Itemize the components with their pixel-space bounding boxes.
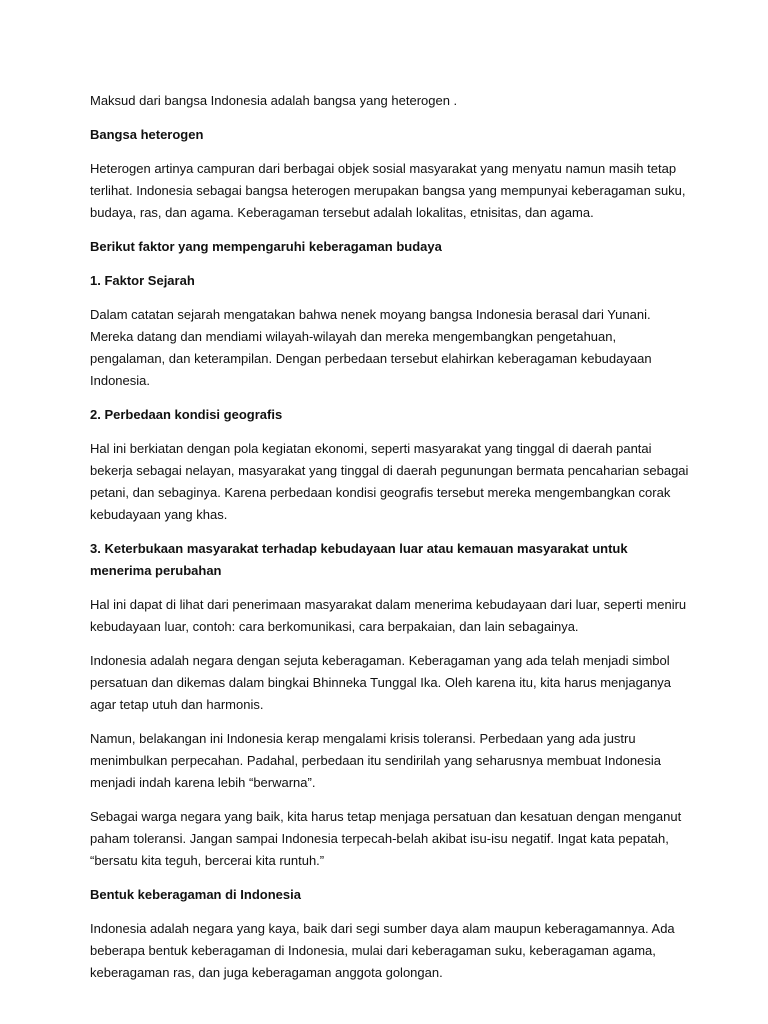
paragraph-kondisi-geografis: Hal ini berkiatan dengan pola kegiatan ekonomi, seperti masyarakat yang tinggal di daerah pantai bekerja sebagai nelayan, masyarakat yang tinggal di daerah pegunungan bermata pencaharian sebagai petani, dan sebaginya. Karena perbedaan kondisi geografis tersebut mereka mengembangkan corak kebudayaan yang khas. (90, 441, 689, 522)
paragraph-warga-negara: Sebagai warga negara yang baik, kita harus tetap menjaga persatuan dan kesatuan dengan menganut paham toleransi. Jangan sampai Indonesia terpecah-belah akibat isu-isu negatif. Ingat kata pepatah, “bersatu kita teguh, bercerai kita runtuh.” (90, 809, 682, 868)
heading-bentuk-keberagaman: Bentuk keberagaman di Indonesia (90, 887, 301, 902)
paragraph-keterbukaan: Hal ini dapat di lihat dari penerimaan masyarakat dalam menerima kebudayaan dari luar, seperti meniru kebudayaan luar, contoh: cara berkomunikasi, cara berpakaian, dan lain sebagainya. (90, 597, 687, 634)
heading-bangsa-heterogen: Bangsa heterogen (90, 127, 204, 142)
intro-line: Maksud dari bangsa Indonesia adalah bangsa yang heterogen . (90, 93, 458, 108)
document-page (90, 90, 690, 996)
paragraph-faktor-sejarah: Dalam catatan sejarah mengatakan bahwa nenek moyang bangsa Indonesia berasal dari Yunani. Mereka datang dan mendiami wilayah-wilayah dan mereka mengembangkan pengetahuan, pengalaman, dan keterampilan. Dengan perbedaan tersebut elahirkan keberagaman kebudayaan Indonesia. (90, 307, 652, 388)
paragraph-sejuta-keberagaman: Indonesia adalah negara dengan sejuta keberagaman. Keberagaman yang ada telah menjadi simbol persatuan dan dikemas dalam bingkai Bhinneka Tunggal Ika. Oleh karena itu, kita harus menjaganya agar tetap utuh dan harmonis. (90, 653, 672, 712)
heading-kondisi-geografis: 2. Perbedaan kondisi geografis (90, 407, 283, 422)
paragraph-bentuk-keberagaman: Indonesia adalah negara yang kaya, baik dari segi sumber daya alam maupun keberagamannya. Ada beberapa bentuk keberagaman di Indonesia, mulai dari keberagaman suku, keberagaman agama, keberagaman ras, dan juga keberagaman anggota golongan. (90, 921, 675, 980)
heading-faktor-sejarah: 1. Faktor Sejarah (90, 273, 195, 288)
paragraph-krisis-toleransi: Namun, belakangan ini Indonesia kerap mengalami krisis toleransi. Perbedaan yang ada justru menimbulkan perpecahan. Padahal, perbedaan itu sendirilah yang seharusnya membuat Indonesia menjadi indah karena lebih “berwarna”. (90, 731, 661, 790)
heading-faktor: Berikut faktor yang mempengaruhi keberagaman budaya (90, 239, 442, 254)
paragraph-heterogen-definition: Heterogen artinya campuran dari berbagai objek sosial masyarakat yang menyatu namun masih tetap terlihat. Indonesia sebagai bangsa heterogen merupakan bangsa yang mempunyai keberagaman suku, budaya, ras, dan agama. Keberagaman tersebut adalah lokalitas, etnisitas, dan agama. (90, 161, 686, 220)
heading-keterbukaan: 3. Keterbukaan masyarakat terhadap kebudayaan luar atau kemauan masyarakat untuk menerima perubahan (90, 541, 628, 578)
